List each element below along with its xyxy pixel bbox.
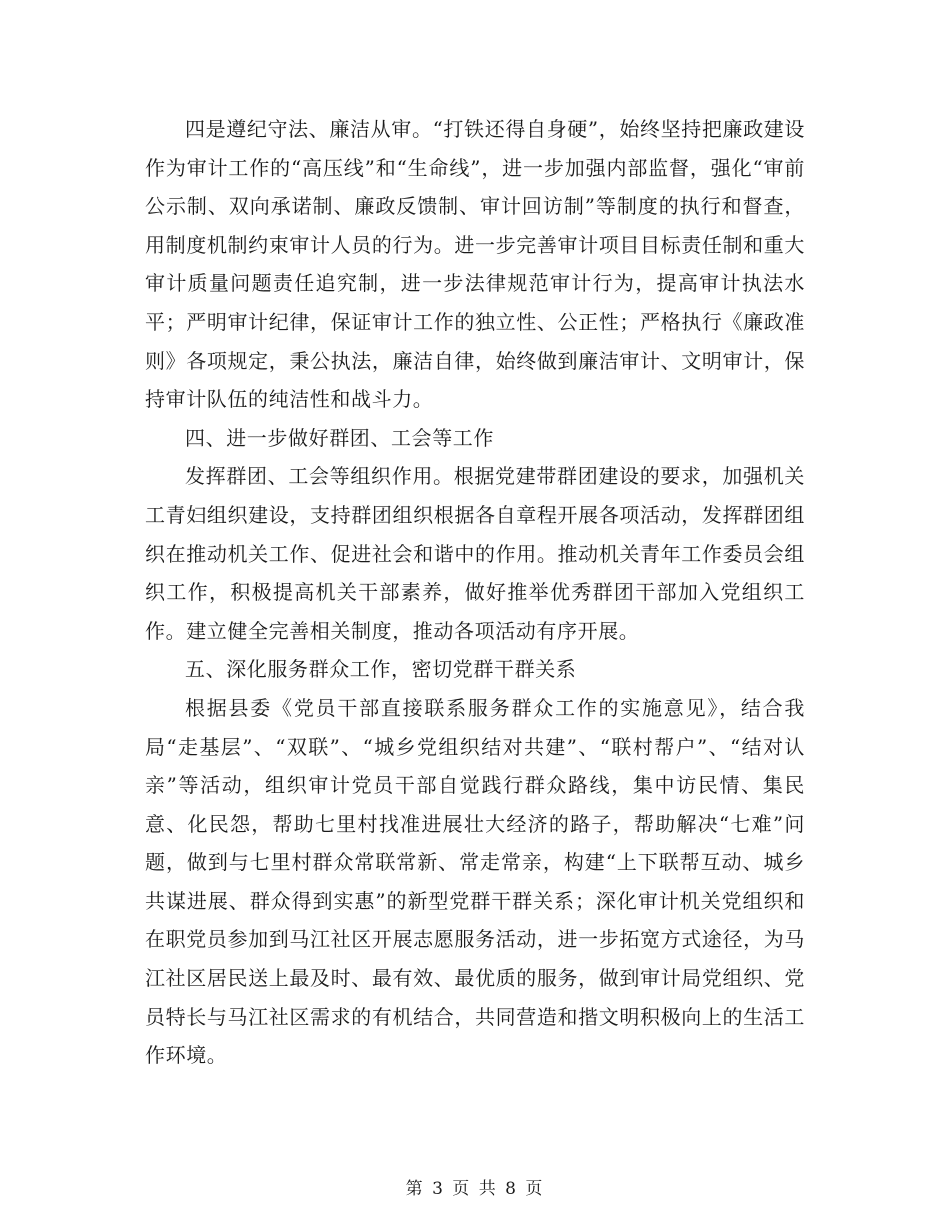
paragraph-mass-organizations: 发挥群团、工会等组织作用。根据党建带群团建设的要求，加强机关工青妇组织建设，支持群团组织根据各自章程开展各项活动，发挥群团组织在推动机关工作、促进社会和谐中的作用。推动机关青年工作委员会组织工作，积极提高机关干部素养，做好推举优秀群团干部加入党组织工作。建立健全完善相关制度，推动各项活动有序开展。 (145, 464, 805, 643)
section-heading-mass-organizations: 四、进一步做好群团、工会等工作 (185, 425, 494, 450)
paragraph-integrity: 四是遵纪守法、廉洁从审。“打铁还得自身硬”，始终坚持把廉政建设作为审计工作的“高压线”和“生命线”，进一步加强内部监督，强化“审前公示制、双向承诺制、廉政反馈制、审计回访制”等制度的执行和督查，用制度机制约束审计人员的行为。进一步完善审计项目目标责任制和重大审计质量问题责任追究制，进一步法律规范审计行为，提高审计执法水平；严明审计纪律，保证审计工作的独立性、公正性；严格执行《廉政准则》各项规定，秉公执法，廉洁自律，始终做到廉洁审计、文明审计，保持审计队伍的纯洁性和战斗力。 (145, 117, 805, 412)
section-heading-serve-masses: 五、深化服务群众工作，密切党群干群关系 (185, 657, 577, 682)
document-body (145, 110, 805, 1075)
paragraph-serve-masses: 根据县委《党员干部直接联系服务群众工作的实施意见》，结合我局“走基层”、“双联”、“城乡党组织结对共建”、“联村帮户”、“结对认亲”等活动，组织审计党员干部自觉践行群众路线，集中访民情、集民意、化民怨，帮助七里村找准进展壮大经济的路子，帮助解决“七难”问题，做到与七里村群众常联常新、常走常亲，构建“上下联帮互动、城乡共谋进展、群众得到实惠”的新型党群干群关系；深化审计机关党组织和在职党员参加到马江社区开展志愿服务活动，进一步拓宽方式途径，为马江社区居民送上最及时、最有效、最优质的服务，做到审计局党组织、党员特长与马江社区需求的有机结合，共同营造和揩文明积极向上的生活工作环境。 (145, 695, 805, 1068)
page-number-footer: 第 3 页 共 8 页 (405, 1179, 545, 1199)
